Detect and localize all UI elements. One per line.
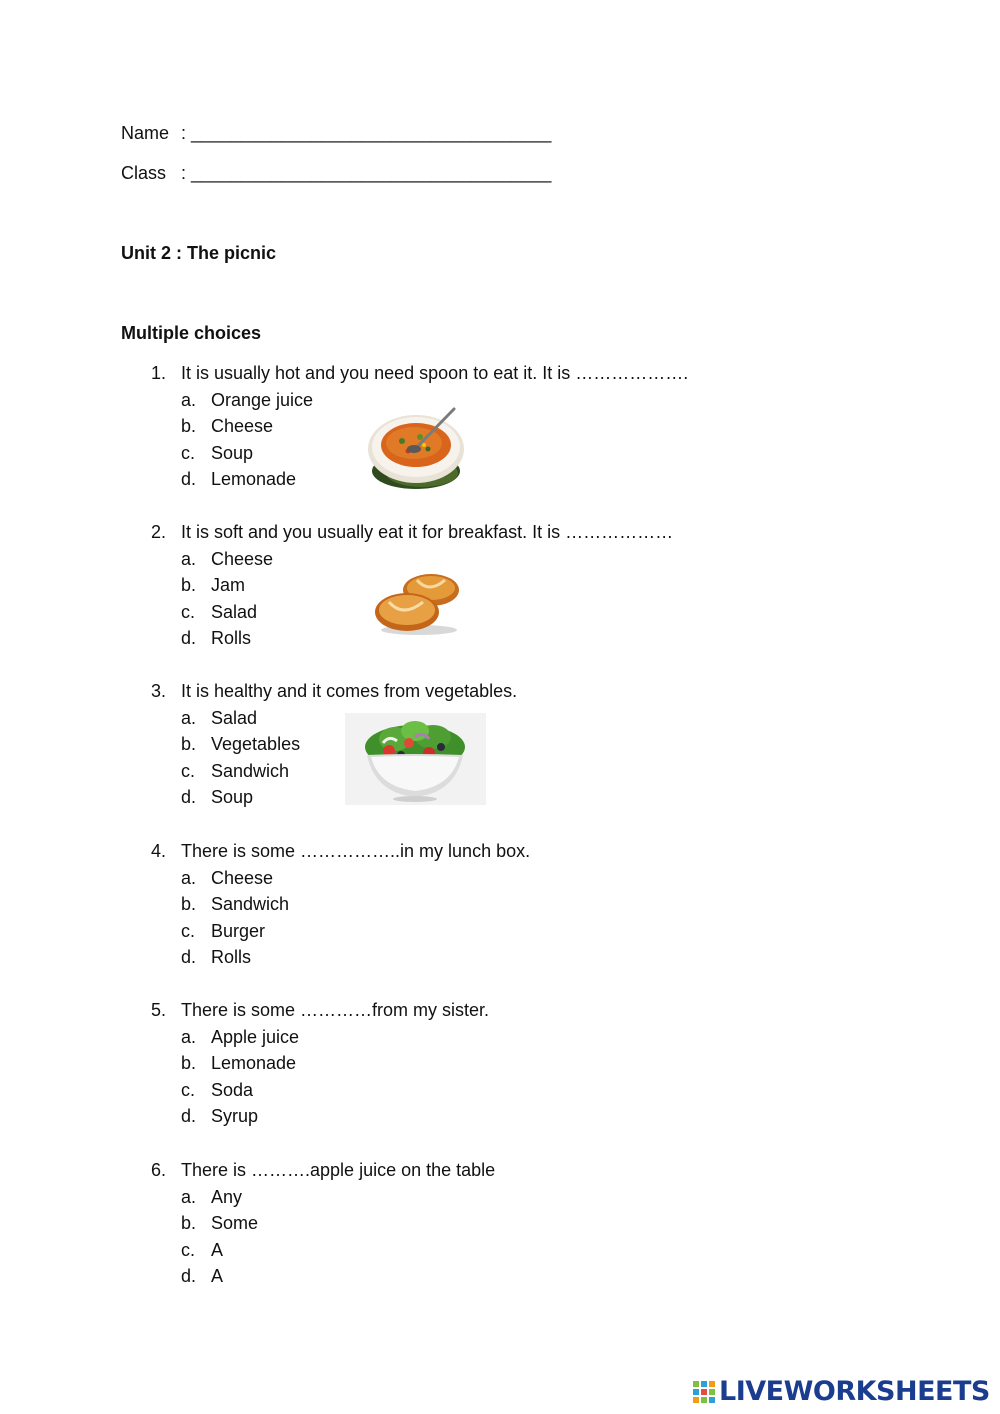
option-letter: a. <box>181 1187 197 1207</box>
question-text: It is soft and you usually eat it for breakfast. It is ……………… <box>181 522 674 542</box>
liveworksheets-logo-icon <box>693 1381 715 1403</box>
question-text: There is ……….apple juice on the table <box>181 1160 496 1180</box>
option-d[interactable] <box>0 627 400 649</box>
option-d[interactable] <box>0 1265 400 1287</box>
name-blank-line[interactable]: ____________________________________ <box>191 123 552 143</box>
question-text: It is usually hot and you need spoon to eat it. It is ………………. <box>181 363 689 383</box>
option-label: Lemonade <box>211 469 297 489</box>
class-separator: : <box>181 163 187 183</box>
option-b[interactable] <box>0 1052 400 1074</box>
name-label: Name <box>121 123 170 143</box>
option-d[interactable] <box>0 786 400 808</box>
option-label: Soup <box>211 443 254 463</box>
option-a[interactable] <box>0 867 400 889</box>
question-1 <box>0 362 1000 492</box>
question-number: 2. <box>151 522 167 542</box>
option-label: Apple juice <box>211 1027 300 1047</box>
bread-rolls-icon <box>373 570 463 636</box>
option-label: Jam <box>211 575 246 595</box>
option-b[interactable] <box>0 415 400 437</box>
option-label: Salad <box>211 602 258 622</box>
option-label: Lemonade <box>211 1053 297 1073</box>
option-letter: b. <box>181 1213 197 1233</box>
option-label: Sandwich <box>211 761 290 781</box>
salad-bowl-icon <box>345 713 486 805</box>
question-number: 4. <box>151 841 167 861</box>
option-letter: c. <box>181 1080 196 1100</box>
option-label: Some <box>211 1213 259 1233</box>
question-6 <box>0 1159 1000 1289</box>
class-blank-line[interactable]: ____________________________________ <box>191 163 552 183</box>
option-d[interactable] <box>0 1105 400 1127</box>
option-letter: b. <box>181 894 197 914</box>
option-label: Soda <box>211 1080 254 1100</box>
question-text: There is some ……………..in my lunch box. <box>181 841 531 861</box>
question-text: It is healthy and it comes from vegetables. <box>181 681 518 701</box>
question-number: 5. <box>151 1000 167 1020</box>
option-letter: d. <box>181 469 197 489</box>
option-letter: d. <box>181 787 197 807</box>
option-label: Soup <box>211 787 254 807</box>
option-label: Salad <box>211 708 258 728</box>
option-a[interactable] <box>0 1026 400 1048</box>
question-number: 3. <box>151 681 167 701</box>
option-letter: a. <box>181 1027 197 1047</box>
option-label: A <box>211 1266 224 1286</box>
option-letter: c. <box>181 443 196 463</box>
option-b[interactable] <box>0 733 400 755</box>
option-label: Orange juice <box>211 390 314 410</box>
option-letter: c. <box>181 761 196 781</box>
option-label: A <box>211 1240 224 1260</box>
option-c[interactable] <box>0 1239 400 1261</box>
option-letter: c. <box>181 1240 196 1260</box>
name-field <box>121 122 561 144</box>
option-a[interactable] <box>0 389 400 411</box>
option-letter: c. <box>181 602 196 622</box>
option-letter: a. <box>181 708 197 728</box>
option-c[interactable] <box>0 1079 400 1101</box>
class-label: Class <box>121 163 167 183</box>
option-letter: a. <box>181 549 197 569</box>
option-b[interactable] <box>0 1212 400 1234</box>
option-letter: a. <box>181 390 197 410</box>
question-5 <box>0 999 1000 1129</box>
option-label: Cheese <box>211 549 274 569</box>
option-letter: b. <box>181 416 197 436</box>
option-label: Rolls <box>211 628 252 648</box>
option-a[interactable] <box>0 1186 400 1208</box>
option-c[interactable] <box>0 601 400 623</box>
option-b[interactable] <box>0 893 400 915</box>
soup-bowl-icon <box>362 403 470 495</box>
question-3 <box>0 680 1000 810</box>
option-label: Rolls <box>211 947 252 967</box>
option-d[interactable] <box>0 946 400 968</box>
unit-title: Unit 2 : The picnic <box>121 243 277 263</box>
option-a[interactable] <box>0 548 400 570</box>
option-label: Syrup <box>211 1106 259 1126</box>
question-number: 1. <box>151 363 167 383</box>
question-4 <box>0 840 1000 970</box>
option-label: Burger <box>211 921 266 941</box>
liveworksheets-brand: LIVEWORKSHEETS <box>719 1376 990 1407</box>
option-label: Sandwich <box>211 894 290 914</box>
option-letter: b. <box>181 734 197 754</box>
option-c[interactable] <box>0 920 400 942</box>
option-a[interactable] <box>0 707 400 729</box>
option-d[interactable] <box>0 468 400 490</box>
option-letter: d. <box>181 1266 197 1286</box>
option-c[interactable] <box>0 442 400 464</box>
option-c[interactable] <box>0 760 400 782</box>
option-label: Cheese <box>211 868 274 888</box>
option-letter: a. <box>181 868 197 888</box>
question-2 <box>0 521 1000 651</box>
liveworksheets-logo[interactable] <box>693 1375 993 1409</box>
option-letter: d. <box>181 947 197 967</box>
option-label: Any <box>211 1187 243 1207</box>
option-label: Vegetables <box>211 734 301 754</box>
section-title: Multiple choices <box>121 323 262 343</box>
option-letter: b. <box>181 1053 197 1073</box>
name-separator: : <box>181 123 187 143</box>
option-letter: c. <box>181 921 196 941</box>
option-letter: d. <box>181 628 197 648</box>
option-label: Cheese <box>211 416 274 436</box>
class-field <box>121 162 561 184</box>
question-text: There is some …………from my sister. <box>181 1000 490 1020</box>
question-number: 6. <box>151 1160 167 1180</box>
option-b[interactable] <box>0 574 400 596</box>
option-letter: d. <box>181 1106 197 1126</box>
option-letter: b. <box>181 575 197 595</box>
